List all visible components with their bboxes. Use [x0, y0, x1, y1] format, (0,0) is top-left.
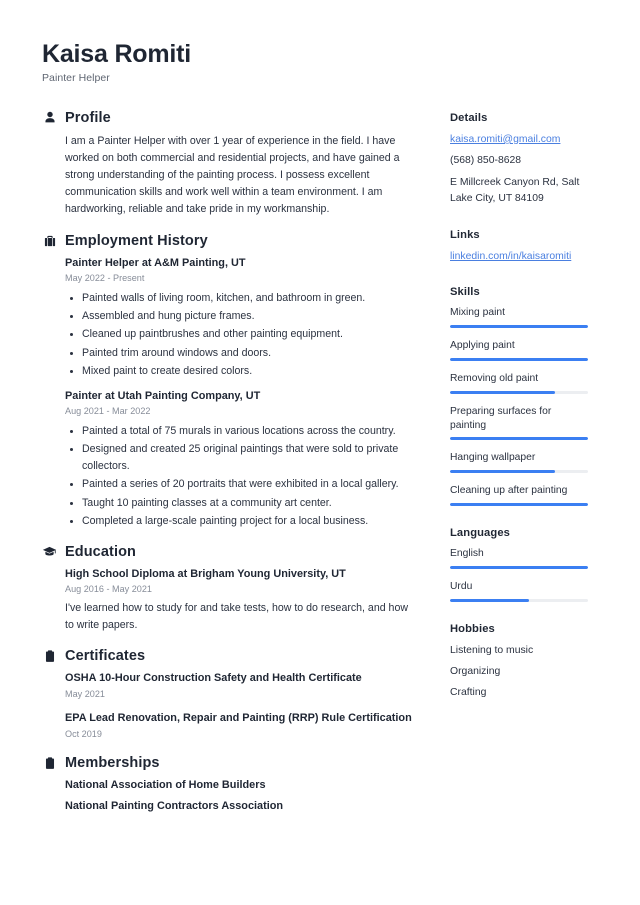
section-employment-body [42, 256, 414, 530]
sidebar-links-title: Links [450, 228, 480, 241]
education-entry [65, 567, 414, 635]
language-meter-fill [450, 599, 529, 602]
hobby-item: Listening to music [450, 644, 534, 656]
certificate-date: Oct 2019 [65, 728, 102, 739]
skill-meter-track [450, 391, 588, 394]
clipboard-icon [42, 756, 57, 771]
skill-meter-fill [450, 391, 555, 394]
hobby-item: Crafting [450, 686, 487, 698]
employment-entry [65, 256, 414, 380]
skill-label: Removing old paint [450, 372, 539, 384]
skill-item [450, 306, 588, 328]
language-item [450, 547, 588, 569]
sidebar-languages [450, 527, 588, 602]
employment-entry-bullets [65, 290, 414, 380]
list-item: Painted a series of 20 portraits that were exhibited in a local gallery. [65, 476, 414, 493]
language-meter-track [450, 599, 588, 602]
address: E Millcreek Canyon Rd, Salt Lake City, UT 84109 [450, 176, 580, 205]
section-profile-title: Profile [65, 109, 111, 126]
resume-columns [42, 110, 588, 829]
certificate-entry [65, 711, 414, 741]
section-memberships-header [42, 755, 414, 771]
skill-meter-fill [450, 470, 555, 473]
employment-entry-date: May 2022 - Present [65, 273, 145, 284]
section-employment [42, 233, 414, 530]
sidebar-column [414, 110, 588, 723]
sidebar-skills [450, 286, 588, 506]
employment-entry [65, 389, 414, 530]
briefcase-icon [42, 233, 57, 248]
section-education [42, 544, 414, 635]
language-item [450, 580, 588, 602]
list-item: Painted a total of 75 murals in various locations across the country. [65, 423, 414, 440]
sidebar-languages-title: Languages [450, 527, 510, 540]
skill-label: Cleaning up after painting [450, 485, 568, 497]
clipboard-icon [42, 649, 57, 664]
section-employment-title: Employment History [65, 232, 208, 249]
email-link[interactable]: kaisa.romiti@gmail.com [450, 133, 561, 145]
skill-label: Hanging wallpaper [450, 452, 536, 464]
list-item: Painted trim around windows and doors. [65, 345, 414, 362]
skill-meter-track [450, 503, 588, 506]
section-memberships [42, 755, 414, 815]
section-certificates-header [42, 648, 414, 664]
main-column [42, 110, 414, 829]
language-meter-fill [450, 566, 588, 569]
skill-meter-fill [450, 437, 588, 440]
section-certificates-title: Certificates [65, 648, 146, 665]
certificate-date: May 2021 [65, 689, 105, 700]
resume-header [42, 40, 588, 84]
sidebar-hobbies-title: Hobbies [450, 622, 495, 635]
list-item: Completed a large-scale painting project for a local business. [65, 513, 414, 530]
graduation-cap-icon [42, 544, 57, 559]
hobby-item: Organizing [450, 665, 501, 677]
certificate-title: EPA Lead Renovation, Repair and Painting (RRP) Rule Certification [65, 711, 412, 724]
membership-item: National Association of Home Builders [65, 779, 266, 792]
education-entry-title: High School Diploma at Brigham Young University, UT [65, 567, 346, 580]
list-item: Assembled and hung picture frames. [65, 308, 414, 325]
membership-item: National Painting Contractors Association [65, 800, 284, 812]
section-education-title: Education [65, 543, 136, 560]
section-employment-header [42, 233, 414, 249]
certificate-title: OSHA 10-Hour Construction Safety and Health Certificate [65, 672, 362, 685]
skill-item [450, 405, 588, 441]
section-certificates [42, 648, 414, 741]
skill-item [450, 339, 588, 361]
profile-text: I am a Painter Helper with over 1 year of experience in the field. I have worked on both commercial and residential projects, and have gained a strong understanding of the painting process. I possess excellent communication skills and work well within a team environment. I am hardworking, reliable and take pride in my workmanship. [65, 134, 400, 216]
sidebar-skills-title: Skills [450, 285, 480, 298]
skill-meter-track [450, 437, 588, 440]
sidebar-details-title: Details [450, 111, 488, 124]
language-label: English [450, 548, 484, 560]
phone-number: (568) 850-8628 [450, 155, 522, 167]
section-profile [42, 110, 414, 219]
section-profile-body [42, 133, 414, 219]
list-item: Taught 10 painting classes at a community art center. [65, 495, 414, 512]
employment-entry-date: Aug 2021 - Mar 2022 [65, 406, 151, 417]
skill-meter-fill [450, 503, 588, 506]
skill-label: Applying paint [450, 339, 515, 351]
sidebar-hobbies [450, 623, 588, 702]
skill-label: Preparing surfaces for painting [450, 405, 552, 431]
list-item: Designed and created 25 original paintings that were sold to private collectors. [65, 441, 414, 474]
user-icon [42, 110, 57, 125]
section-education-body [42, 567, 414, 635]
list-item: Cleaned up paintbrushes and other painting equipment. [65, 326, 414, 343]
linkedin-link[interactable]: linkedin.com/in/kaisaromiti [450, 250, 572, 262]
skill-meter-track [450, 325, 588, 328]
candidate-job-title: Painter Helper [42, 71, 110, 84]
section-memberships-title: Memberships [65, 755, 160, 772]
skill-item [450, 451, 588, 473]
skill-item [450, 372, 588, 394]
education-entry-description: I've learned how to study for and take tests, how to do research, and how to write papers. [65, 601, 408, 632]
section-memberships-body [42, 778, 414, 815]
list-item: Painted walls of living room, kitchen, and bathroom in green. [65, 290, 414, 307]
sidebar-links [450, 229, 588, 265]
language-label: Urdu [450, 581, 473, 593]
language-meter-track [450, 566, 588, 569]
employment-entry-bullets [65, 423, 414, 529]
certificate-entry [65, 671, 414, 701]
list-item: Mixed paint to create desired colors. [65, 363, 414, 380]
candidate-name: Kaisa Romiti [42, 40, 192, 68]
skill-meter-fill [450, 325, 588, 328]
education-entry-date: Aug 2016 - May 2021 [65, 584, 152, 595]
employment-entry-title: Painter at Utah Painting Company, UT [65, 389, 261, 402]
skill-label: Mixing paint [450, 306, 505, 318]
skill-meter-fill [450, 358, 588, 361]
employment-entry-title: Painter Helper at A&M Painting, UT [65, 256, 246, 269]
skill-item [450, 484, 588, 506]
sidebar-details [450, 112, 588, 208]
section-education-header [42, 544, 414, 560]
skill-meter-track [450, 358, 588, 361]
skill-meter-track [450, 470, 588, 473]
section-profile-header [42, 110, 414, 126]
section-certificates-body [42, 671, 414, 741]
